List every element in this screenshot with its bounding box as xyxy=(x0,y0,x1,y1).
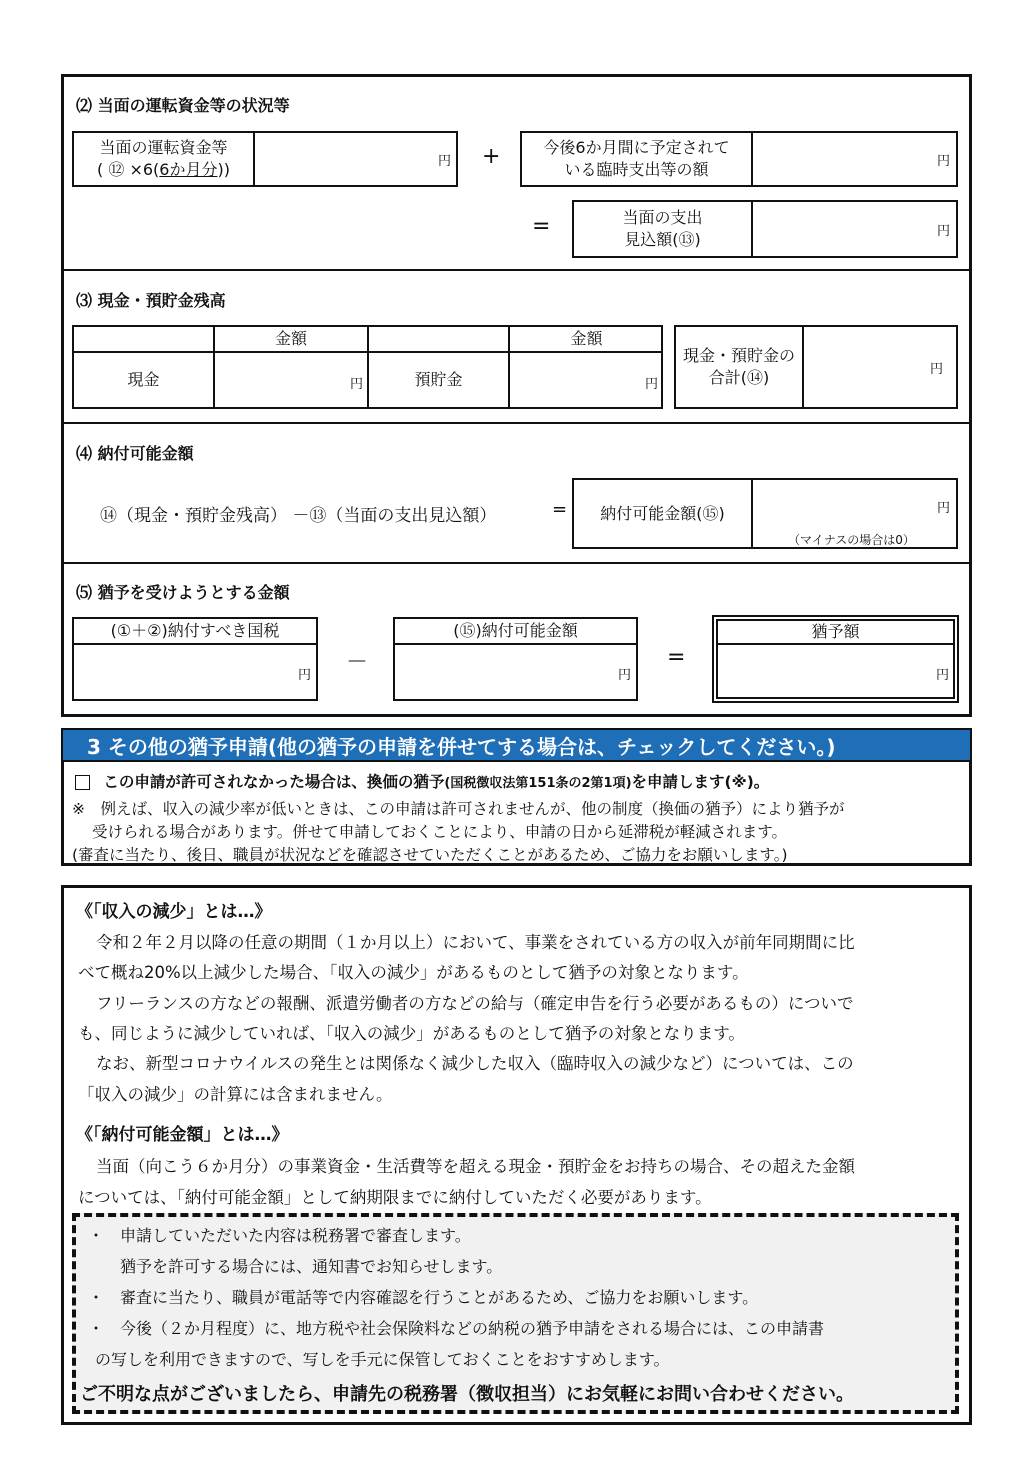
notice-item-3-line2: の写しを利用できますので、写しを手元に保管しておくことをおすすめします。 xyxy=(95,1350,670,1369)
section3-title: 3 その他の猶予申請(他の猶予の申請を併せてする場合は、チェックしてください。) xyxy=(87,734,836,759)
bullet-icon: ・ xyxy=(88,1288,105,1307)
payable-label: 納付可能金額(⑮) xyxy=(600,503,725,523)
yen-unit: 円 xyxy=(618,668,632,683)
bullet-icon: ・ xyxy=(88,1226,105,1245)
temp-expense-label xyxy=(522,133,751,185)
other-deferral-checkbox[interactable] xyxy=(75,775,90,790)
info-p1-line2: べて概ね20%以上減少した場合、「収入の減少」があるものとして猶予の対象となります。 xyxy=(78,963,749,982)
deposit-amount-header: 金額 xyxy=(570,329,603,349)
working-capital-label-line2 xyxy=(97,159,230,181)
section-divider xyxy=(61,269,972,271)
checkbox-label-a: この申請が許可されなかった場合は、換価の猶予 xyxy=(103,773,445,791)
yen-unit: 円 xyxy=(350,377,364,392)
info-p4-line2: については、「納付可能金額」として納期限までに納付していただく必要があります。 xyxy=(78,1188,712,1207)
section3-note-line1: ※ 例えば、収入の減少率が低いときは、この申請は許可されませんが、他の制度（換価の猶予）により猶予が xyxy=(72,800,845,818)
deposit-input[interactable] xyxy=(510,353,663,407)
info-p2-line1: フリーランスの方などの報酬、派遣労働者の方などの給与（確定申告を行う必要があるもの）についで xyxy=(96,994,854,1013)
equals-sign: = xyxy=(532,214,551,239)
info-p3-line1: なお、新型コロナウイルスの発生とは関係なく減少した収入（臨時収入の減少など）については、この xyxy=(96,1054,854,1073)
info-p4-line1: 当面（向こう６か月分）の事業資金・生活費等を超える現金・預貯金をお持ちの場合、その超えた金額 xyxy=(96,1157,855,1176)
expected-expense-input[interactable] xyxy=(753,202,956,256)
yen-unit: 円 xyxy=(438,154,452,169)
tax-due-label: (①＋②)納付すべき国税 xyxy=(110,621,280,641)
notice-item-3-line1: 今後（２か月程度）に、地方税や社会保険料などの納税の猶予申請をされる場合には、この申請書 xyxy=(120,1319,825,1338)
temp-expense-input[interactable] xyxy=(753,133,956,185)
section-divider xyxy=(61,562,972,564)
expected-expense-label xyxy=(574,202,751,256)
info-p3-line2: 「収入の減少」の計算には含まれません。 xyxy=(78,1085,393,1104)
info-heading-payable-amount: 《「納付可能金額」とは…》 xyxy=(76,1125,289,1145)
other-deferral-row xyxy=(75,770,769,792)
working-capital-label xyxy=(74,133,253,185)
yen-unit: 円 xyxy=(930,362,944,377)
plus-sign: + xyxy=(482,144,501,169)
equals-sign: = xyxy=(552,499,568,520)
info-heading-income-decrease: 《「収入の減少」とは…》 xyxy=(76,902,272,922)
deferral-amount-label: 猶予額 xyxy=(811,622,860,642)
expected-expense-line1: 当面の支出 xyxy=(622,208,703,228)
section-heading-deferral: ⑸ 猶予を受けようとする金額 xyxy=(76,583,290,602)
section-divider xyxy=(61,422,972,424)
yen-unit: 円 xyxy=(937,501,951,516)
deferral-amount-input[interactable] xyxy=(718,645,953,697)
section3-title-bar xyxy=(61,728,972,762)
section-heading-cash-balance: ⑶ 現金・預貯金残高 xyxy=(76,291,226,310)
cash-total-line2: 合計(⑭) xyxy=(708,368,770,387)
info-p2-line2: も、同じように減少していれば、「収入の減少」があるものとして猶予の対象となります。 xyxy=(78,1024,745,1043)
equals-sign: = xyxy=(667,645,686,670)
working-capital-input[interactable] xyxy=(255,133,456,185)
cash-input[interactable] xyxy=(215,353,367,407)
notice-item-1-line1: 申請していただいた内容は税務署で審査します。 xyxy=(120,1226,471,1245)
yen-unit: 円 xyxy=(937,224,951,239)
deposit-label: 預貯金 xyxy=(414,370,463,390)
notice-item-2: 審査に当たり、職員が電話等で内容確認を行うことがあるため、ご協力をお願いします。 xyxy=(120,1288,759,1307)
checkbox-label-b: (国税徴収法第151条の2第1項) xyxy=(444,776,632,791)
contact-message: ご不明な点がございましたら、申請先の税務署（徴収担当）にお気軽にお問い合わせください。 xyxy=(80,1384,854,1405)
bullet-icon: ・ xyxy=(88,1319,105,1338)
notice-item-1-line2: 猶予を許可する場合には、通知書でお知らせします。 xyxy=(120,1257,503,1276)
payable-formula: ⑭（現金・預貯金残高） －⑬（当面の支出見込額） xyxy=(100,506,497,526)
section3-note-line2: 受けられる場合があります。併せて申請しておくことにより、申請の日から延滞税が軽減されます。 xyxy=(92,823,788,841)
payable-negative-note: （マイナスの場合は0） xyxy=(788,533,915,547)
temp-expense-line1: 今後6か月間に予定されて xyxy=(543,138,730,158)
working-capital-label-line1: 当面の運転資金等 xyxy=(99,138,228,158)
checkbox-label-c: を申請します(※)。 xyxy=(631,773,770,791)
section-heading-payable: ⑷ 納付可能金額 xyxy=(76,444,194,463)
temp-expense-line2: いる臨時支出等の額 xyxy=(564,160,709,179)
expected-expense-line2: 見込額(⑬) xyxy=(624,230,701,249)
tax-due-input[interactable] xyxy=(74,645,316,699)
working-capital-formula-pre: ( ⑫ ×6( xyxy=(97,160,160,179)
yen-unit: 円 xyxy=(937,154,951,169)
section3-note-line3: (審査に当たり、後日、職員が状況などを確認させていただくことがあるため、ご協力をお願いします。) xyxy=(72,846,788,864)
payable-amount-input[interactable] xyxy=(395,645,636,699)
cash-label: 現金 xyxy=(127,370,160,390)
six-month-text: 6か月分 xyxy=(159,160,218,179)
yen-unit: 円 xyxy=(298,668,312,683)
cash-total-label xyxy=(676,327,802,407)
info-p1-line1: 令和２年２月以降の任意の期間（１か月以上）において、事業をされている方の収入が前年同期間に比 xyxy=(96,933,855,952)
yen-unit: 円 xyxy=(645,377,659,392)
yen-unit: 円 xyxy=(936,668,950,683)
payable-amount-label: (⑮)納付可能金額 xyxy=(453,621,578,641)
minus-sign: － xyxy=(346,650,369,675)
cash-amount-header: 金額 xyxy=(274,329,307,349)
cash-total-line1: 現金・預貯金の xyxy=(682,346,795,366)
section-heading-working-capital: ⑵ 当面の運転資金等の状況等 xyxy=(76,96,290,115)
working-capital-formula-post: )) xyxy=(217,160,230,179)
